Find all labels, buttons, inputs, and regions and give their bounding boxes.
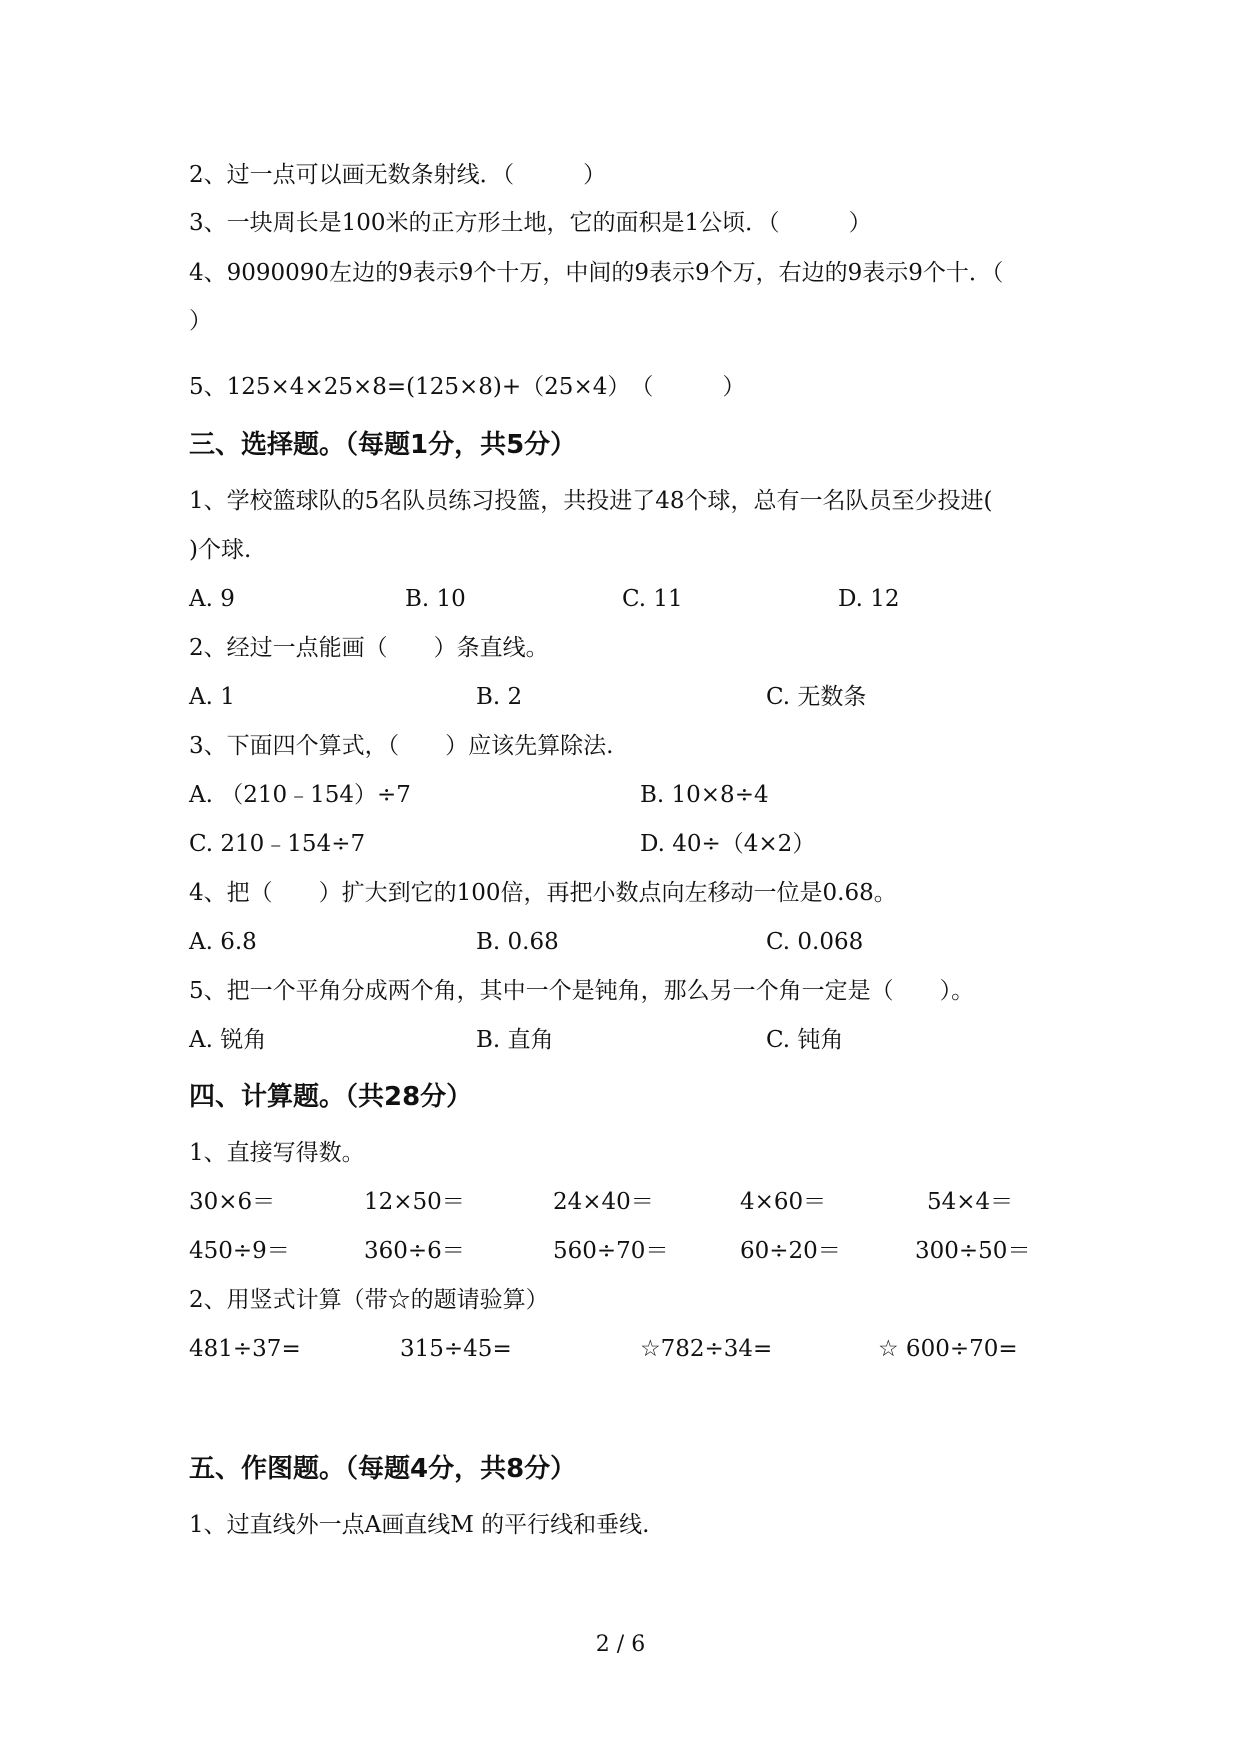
calc-row2-item: 560÷70＝: [553, 1238, 669, 1264]
calc-row1-item: 54×4＝: [927, 1189, 1014, 1215]
judge-q4-line1: 4、9090090左边的9表示9个十万，中间的9表示9个万，右边的9表示9个十．（: [189, 260, 1004, 286]
judge-q5: 5、125×4×25×8=(125×8)+（25×4） （ ）: [189, 374, 746, 400]
choice-q3-option-d: D. 40÷（4×2）: [640, 831, 816, 857]
choice-q3: 3、下面四个算式，（ ）应该先算除法.: [189, 733, 614, 759]
calc-row2-item: 60÷20＝: [740, 1238, 841, 1264]
choice-q1-line2: )个球.: [189, 537, 252, 563]
judge-q3: 3、一块周长是100米的正方形土地，它的面积是1公顷．（ ）: [189, 210, 872, 236]
choice-q5-option-b: B. 直角: [476, 1027, 554, 1053]
calc-row2-item: 300÷50＝: [915, 1238, 1031, 1264]
section5-title: 五、作图题。（每题4分，共8分）: [189, 1454, 577, 1484]
judge-q4-line2: ）: [189, 308, 212, 334]
calc-row2-item: 360÷6＝: [364, 1238, 465, 1264]
judge-q2: 2、过一点可以画无数条射线．（ ）: [189, 162, 607, 188]
calc-row3-item: 315÷45=: [400, 1336, 512, 1362]
calc-q2: 2、用竖式计算（带☆的题请验算）: [189, 1287, 549, 1313]
draw-q1: 1、过直线外一点A画直线M 的平行线和垂线.: [189, 1512, 650, 1538]
page-number: 2 / 6: [595, 1632, 646, 1657]
choice-q2-option-a: A. 1: [189, 684, 235, 710]
choice-q5: 5、把一个平角分成两个角，其中一个是钝角，那么另一个角一定是（ ）。: [189, 978, 975, 1004]
calc-row3-item: 481÷37=: [189, 1336, 301, 1362]
section3-title: 三、选择题。（每题1分，共5分）: [189, 430, 577, 460]
choice-q1-option-b: B. 10: [405, 586, 466, 612]
choice-q1-option-c: C. 11: [622, 586, 683, 612]
calc-row2-item: 450÷9＝: [189, 1238, 290, 1264]
choice-q3-option-c: C. 210﹣154÷7: [189, 831, 366, 857]
choice-q5-option-a: A. 锐角: [189, 1027, 267, 1053]
calc-row3-item: ☆ 600÷70=: [878, 1336, 1018, 1362]
calc-row1-item: 24×40＝: [553, 1189, 654, 1215]
calc-q1: 1、直接写得数。: [189, 1140, 365, 1166]
choice-q4-option-b: B. 0.68: [476, 929, 559, 955]
calc-row3-item: ☆782÷34=: [640, 1336, 773, 1362]
calc-row1-item: 4×60＝: [740, 1189, 827, 1215]
choice-q1-line1: 1、学校篮球队的5名队员练习投篮，共投进了48个球，总有一名队员至少投进(: [189, 488, 993, 514]
choice-q1-option-d: D. 12: [838, 586, 900, 612]
choice-q1-option-a: A. 9: [189, 586, 235, 612]
choice-q2-option-b: B. 2: [476, 684, 523, 710]
choice-q2-option-c: C. 无数条: [766, 684, 867, 710]
choice-q2: 2、经过一点能画（ ）条直线。: [189, 635, 549, 661]
choice-q5-option-c: C. 钝角: [766, 1027, 844, 1053]
calc-row1-item: 12×50＝: [364, 1189, 465, 1215]
section4-title: 四、计算题。（共28分）: [189, 1082, 473, 1112]
choice-q4-option-a: A. 6.8: [189, 929, 257, 955]
choice-q4-option-c: C. 0.068: [766, 929, 864, 955]
calc-row1-item: 30×6＝: [189, 1189, 276, 1215]
choice-q3-option-b: B. 10×8÷4: [640, 782, 769, 808]
choice-q4: 4、把（ ）扩大到它的100倍，再把小数点向左移动一位是0.68。: [189, 880, 897, 906]
choice-q3-option-a: A. （210﹣154）÷7: [189, 782, 411, 808]
